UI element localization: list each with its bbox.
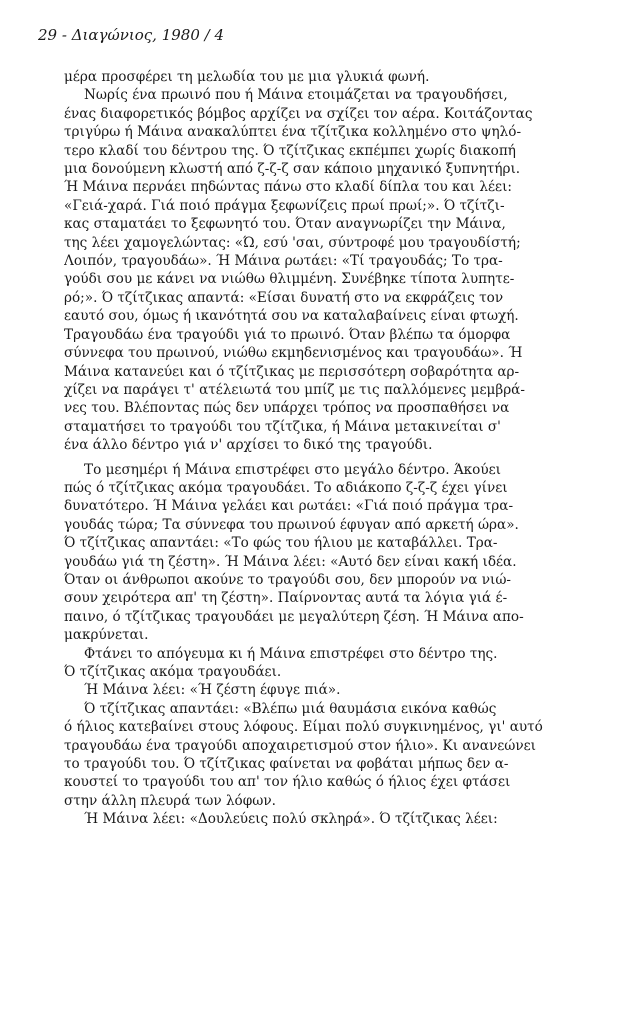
text-line: κουστεί το τραγούδι του απ' τον ήλιο καθώς ό ήλιος έχει φτάσει: [64, 774, 511, 791]
text-line: «Γειά-χαρά. Γιά ποιό πράγμα ξεφωνίζεις πρωί πρωί;». Ό τζίτζι-: [64, 197, 505, 214]
text-line: της λέει χαμογελώντας: «Ώ, εσύ 'σαι, σύντροφέ μου τραγουδίστή;: [64, 234, 521, 251]
text-line: τερο κλαδί του δέντρου της. Ό τζίτζικας εκπέμπει χωρίς διακοπή: [64, 142, 516, 159]
text-line: Ό τζίτζικας απαντάει: «Το φώς του ήλιου με καταβάλλει. Τρα-: [64, 535, 498, 552]
text-line: ένα άλλο δέντρο γιά ν' αρχίσει το δικό της τραγούδι.: [64, 437, 433, 454]
text-line: Τραγουδάω ένα τραγούδι γιά το πρωινό. Όταν βλέπω τα όμορφα: [64, 326, 511, 343]
text-line: ρό;». Ό τζίτζικας απαντά: «Είσαι δυνατή στο να εκφράζεις τον: [64, 289, 504, 306]
page-header: 29 - Διαγώνιος, 1980 / 4: [38, 26, 225, 44]
body-text: [64, 68, 584, 829]
text-line: Νωρίς ένα πρωινό που ή Μάινα ετοιμάζεται να τραγουδήσει,: [84, 87, 508, 104]
text-line: Ή Μάινα λέει: «Ή ζέστη έφυγε πιά».: [84, 682, 341, 699]
text-line: Το μεσημέρι ή Μάινα επιστρέφει στο μεγάλο δέντρο. Άκούει: [84, 461, 501, 478]
text-line: γουδάς τώρα; Τα σύννεφα του πρωινού έφυγαν από αρκετή ώρα».: [64, 516, 519, 533]
text-line: Ή Μάινα λέει: «Δουλεύεις πολύ σκληρά». Ό τζίτζικας λέει:: [84, 811, 498, 828]
text-line: Φτάνει το απόγευμα κι ή Μάινα επιστρέφει στο δέντρο της.: [84, 645, 498, 662]
text-line: νες του. Βλέποντας πώς δεν υπάρχει τρόπος να προσπαθήσει να: [64, 400, 510, 417]
text-line: στην άλλη πλευρά των λόφων.: [64, 792, 276, 809]
text-line: γουδάω γιά τη ζέστη». Ή Μάινα λέει: «Αυτό δεν είναι κακή ιδέα.: [64, 553, 517, 570]
text-line: χίζει να παράγει τ' ατέλειωτά του μπίζ με τις παλλόμενες μεμβρά-: [64, 381, 525, 398]
text-line: Ή Μάινα περνάει πηδώντας πάνω στο κλαδί δίπλα του και λέει:: [64, 179, 512, 196]
text-line: δυνατότερο. Ή Μάινα γελάει και ρωτάει: «Γιά ποιό πράγμα τρα-: [64, 498, 514, 515]
text-line: τριγύρω ή Μάινα ανακαλύπτει ένα τζίτζικα κολλημένο στο ψηλό-: [64, 124, 522, 141]
text-line: το τραγούδι του. Ό τζίτζικας φαίνεται να φοβάται μήπως δεν α-: [64, 756, 509, 773]
text-line: εαυτό σου, όμως ή ικανότητά σου να καταλαβαίνεις είναι φτωχή.: [64, 308, 519, 325]
text-line: Λοιπόν, τραγουδάω». Ή Μάινα ρωτάει: «Τί τραγουδάς; Το τρα-: [64, 253, 503, 270]
text-line: μέρα προσφέρει τη μελωδία του με μια γλυκιά φωνή.: [64, 69, 430, 85]
text-line: Μάινα κατανεύει και ό τζίτζικας με περισσότερη σοβαρότητα αρ-: [64, 363, 520, 380]
text-line: μια δονούμενη κλωστή από ζ-ζ-ζ σαν κάποιο μηχανικό ξυπνητήρι.: [64, 161, 521, 178]
text-line: μακρύνεται.: [64, 627, 149, 644]
text-line: σύννεφα του πρωινού, νιώθω εκμηδενισμένος και τραγουδάω». Ή: [64, 345, 523, 362]
text-line: Ό τζίτζικας απαντάει: «Βλέπω μιά θαυμάσια εικόνα καθώς: [84, 700, 497, 717]
text-line: ό ήλιος κατεβαίνει στους λόφους. Είμαι πολύ συγκινημένος, γι' αυτό: [64, 719, 543, 736]
text-line: Όταν οι άνθρωποι ακούνε το τραγούδι σου, δεν μπορούν να νιώ-: [64, 571, 512, 588]
text-line: κας σταματάει το ξεφωνητό του. Όταν αναγνωρίζει την Μάινα,: [64, 216, 506, 233]
text-line: Ό τζίτζικας ακόμα τραγουδάει.: [64, 664, 282, 680]
text-line: γούδι σου με κάνει να νιώθω θλιμμένη. Συνέβηκε τίποτα λυπητε-: [64, 271, 515, 288]
text-line: παινο, ό τζίτζικας τραγουδάει με μεγαλύτερη ζέση. Ή Μάινα απο-: [64, 608, 524, 625]
text-line: τραγουδάω ένα τραγούδι αποχαιρετισμού στον ήλιο». Κι ανανεώνει: [64, 737, 537, 754]
text-line: σουν χειρότερα απ' τη ζέστη». Παίρνοντας αυτά τα λόγια γιά έ-: [64, 590, 508, 607]
text-line: ένας διαφορετικός βόμβος αρχίζει να σχίζει τον αέρα. Κοιτάζοντας: [64, 105, 533, 122]
text-line: σταματήσει το τραγούδι του τζίτζικα, ή Μάινα μετακινείται σ': [64, 418, 501, 435]
text-line: πώς ό τζίτζικας ακόμα τραγουδάει. Το αδιάκοπο ζ-ζ-ζ έχει γίνει: [64, 479, 508, 496]
